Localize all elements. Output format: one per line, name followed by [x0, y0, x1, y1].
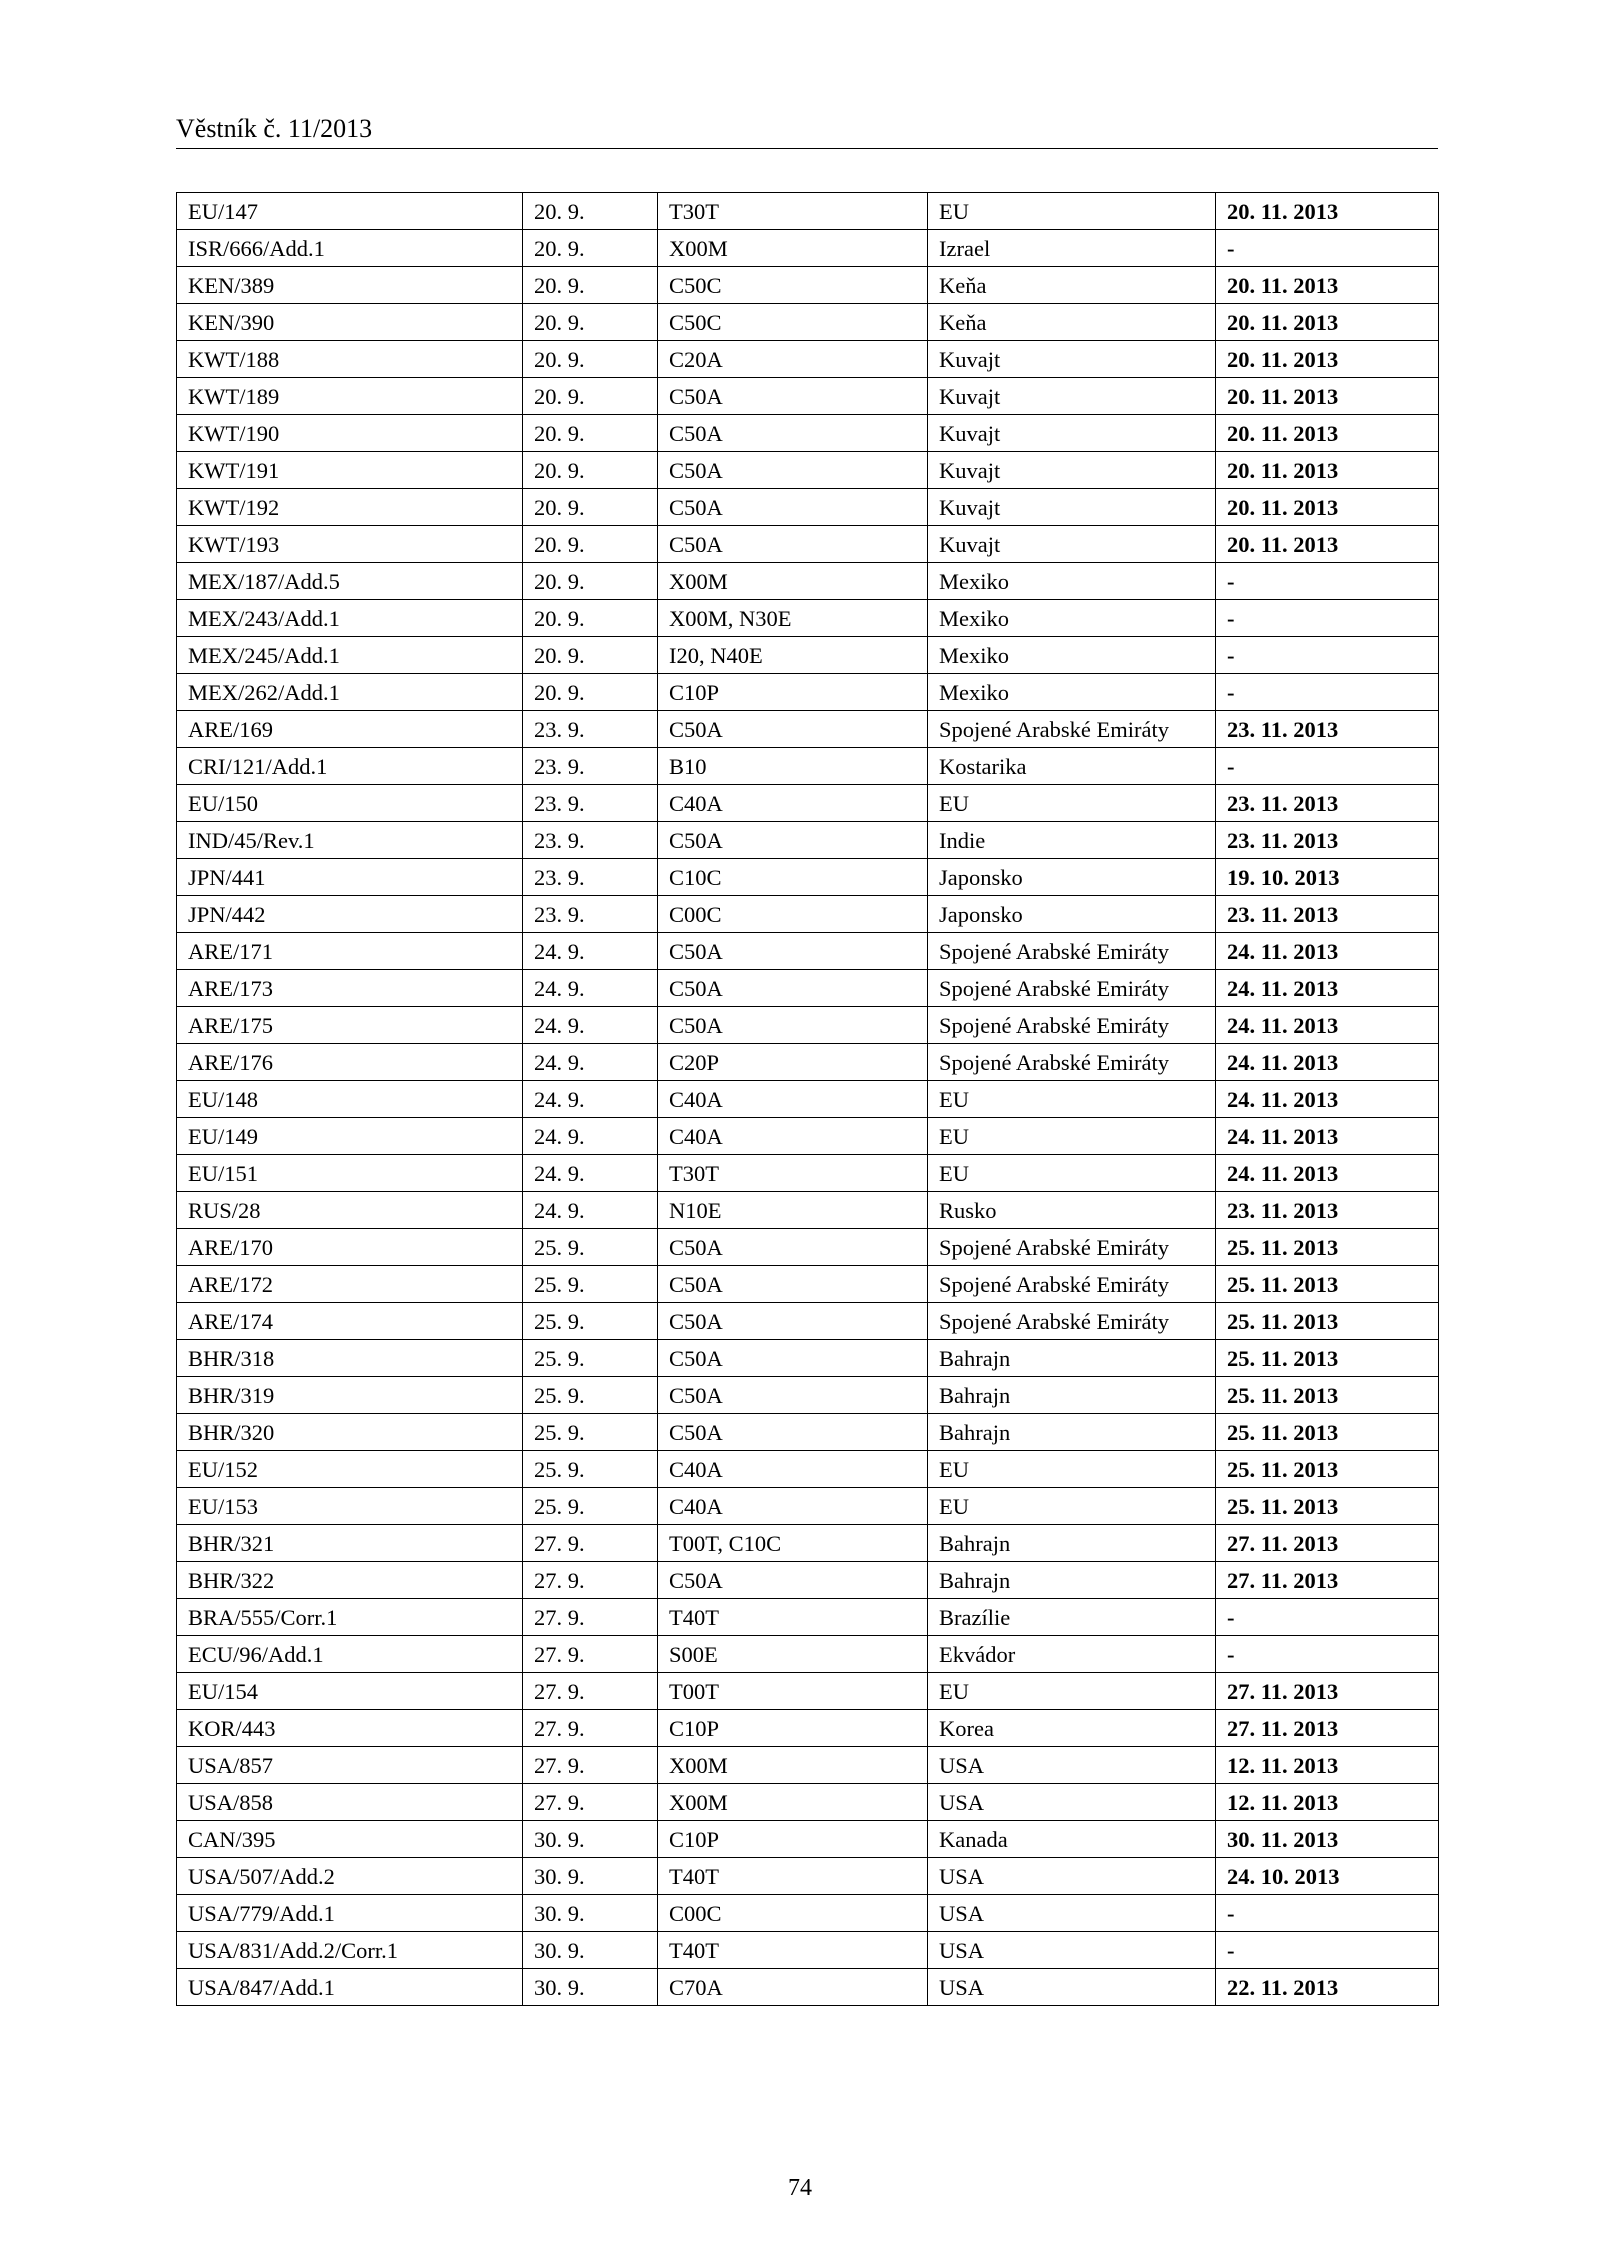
notification-number-cell: EU/148: [177, 1081, 523, 1118]
code-cell: C50A: [658, 1377, 928, 1414]
code-cell: X00M: [658, 1784, 928, 1821]
deadline-cell: 20. 11. 2013: [1216, 415, 1439, 452]
deadline-cell: 24. 10. 2013: [1216, 1858, 1439, 1895]
date-cell: 30. 9.: [523, 1932, 658, 1969]
country-cell: EU: [928, 1673, 1216, 1710]
notification-number-cell: ARE/169: [177, 711, 523, 748]
date-cell: 30. 9.: [523, 1969, 658, 2006]
country-cell: Rusko: [928, 1192, 1216, 1229]
date-cell: 30. 9.: [523, 1858, 658, 1895]
notification-number-cell: EU/152: [177, 1451, 523, 1488]
code-cell: T00T, C10C: [658, 1525, 928, 1562]
notification-number-cell: ARE/171: [177, 933, 523, 970]
table-row: [177, 748, 1439, 785]
notification-number-cell: KWT/192: [177, 489, 523, 526]
date-cell: 20. 9.: [523, 600, 658, 637]
code-cell: C50A: [658, 1266, 928, 1303]
date-cell: 25. 9.: [523, 1414, 658, 1451]
notification-number-cell: USA/831/Add.2/Corr.1: [177, 1932, 523, 1969]
country-cell: Spojené Arabské Emiráty: [928, 711, 1216, 748]
table-row: [177, 711, 1439, 748]
date-cell: 25. 9.: [523, 1303, 658, 1340]
deadline-cell: 19. 10. 2013: [1216, 859, 1439, 896]
table-row: [177, 1044, 1439, 1081]
table-row: [177, 1414, 1439, 1451]
table-row: [177, 822, 1439, 859]
notification-number-cell: EU/154: [177, 1673, 523, 1710]
table-row: [177, 304, 1439, 341]
notification-number-cell: KWT/188: [177, 341, 523, 378]
code-cell: C50A: [658, 415, 928, 452]
table-row: [177, 1673, 1439, 1710]
table-row: [177, 1599, 1439, 1636]
deadline-cell: 25. 11. 2013: [1216, 1303, 1439, 1340]
table-row: [177, 230, 1439, 267]
notification-number-cell: BRA/555/Corr.1: [177, 1599, 523, 1636]
country-cell: Brazílie: [928, 1599, 1216, 1636]
table-row: [177, 1007, 1439, 1044]
country-cell: Japonsko: [928, 859, 1216, 896]
country-cell: USA: [928, 1895, 1216, 1932]
notification-number-cell: KEN/389: [177, 267, 523, 304]
country-cell: Spojené Arabské Emiráty: [928, 1303, 1216, 1340]
notification-number-cell: KWT/190: [177, 415, 523, 452]
date-cell: 23. 9.: [523, 896, 658, 933]
country-cell: Kuvajt: [928, 452, 1216, 489]
code-cell: C40A: [658, 785, 928, 822]
deadline-cell: 25. 11. 2013: [1216, 1488, 1439, 1525]
notifications-table: [176, 192, 1439, 2006]
notification-number-cell: USA/858: [177, 1784, 523, 1821]
date-cell: 20. 9.: [523, 193, 658, 230]
table-row: [177, 859, 1439, 896]
deadline-cell: -: [1216, 637, 1439, 674]
deadline-cell: 25. 11. 2013: [1216, 1229, 1439, 1266]
notification-number-cell: EU/150: [177, 785, 523, 822]
country-cell: Keňa: [928, 304, 1216, 341]
deadline-cell: -: [1216, 1599, 1439, 1636]
date-cell: 30. 9.: [523, 1821, 658, 1858]
deadline-cell: -: [1216, 230, 1439, 267]
deadline-cell: 24. 11. 2013: [1216, 933, 1439, 970]
notification-number-cell: BHR/322: [177, 1562, 523, 1599]
deadline-cell: 25. 11. 2013: [1216, 1451, 1439, 1488]
code-cell: X00M: [658, 563, 928, 600]
deadline-cell: 25. 11. 2013: [1216, 1340, 1439, 1377]
country-cell: USA: [928, 1858, 1216, 1895]
notification-number-cell: CAN/395: [177, 1821, 523, 1858]
table-row: [177, 341, 1439, 378]
country-cell: USA: [928, 1784, 1216, 1821]
date-cell: 20. 9.: [523, 415, 658, 452]
table-row: [177, 1340, 1439, 1377]
code-cell: C50A: [658, 711, 928, 748]
deadline-cell: 24. 11. 2013: [1216, 1155, 1439, 1192]
deadline-cell: 20. 11. 2013: [1216, 304, 1439, 341]
notification-number-cell: JPN/442: [177, 896, 523, 933]
date-cell: 24. 9.: [523, 1007, 658, 1044]
country-cell: USA: [928, 1969, 1216, 2006]
country-cell: EU: [928, 1081, 1216, 1118]
notification-number-cell: BHR/318: [177, 1340, 523, 1377]
deadline-cell: 24. 11. 2013: [1216, 970, 1439, 1007]
deadline-cell: -: [1216, 600, 1439, 637]
country-cell: Mexiko: [928, 600, 1216, 637]
table-row: [177, 1932, 1439, 1969]
country-cell: EU: [928, 193, 1216, 230]
table-row: [177, 1451, 1439, 1488]
date-cell: 20. 9.: [523, 341, 658, 378]
table-row: [177, 970, 1439, 1007]
date-cell: 20. 9.: [523, 230, 658, 267]
notification-number-cell: MEX/187/Add.5: [177, 563, 523, 600]
deadline-cell: 27. 11. 2013: [1216, 1562, 1439, 1599]
date-cell: 25. 9.: [523, 1377, 658, 1414]
date-cell: 27. 9.: [523, 1525, 658, 1562]
country-cell: Mexiko: [928, 563, 1216, 600]
table-row: [177, 1525, 1439, 1562]
table-row: [177, 452, 1439, 489]
notification-number-cell: ARE/175: [177, 1007, 523, 1044]
code-cell: C50A: [658, 1340, 928, 1377]
date-cell: 24. 9.: [523, 1155, 658, 1192]
country-cell: Spojené Arabské Emiráty: [928, 1044, 1216, 1081]
deadline-cell: 12. 11. 2013: [1216, 1747, 1439, 1784]
country-cell: Kostarika: [928, 748, 1216, 785]
country-cell: Spojené Arabské Emiráty: [928, 1266, 1216, 1303]
date-cell: 20. 9.: [523, 267, 658, 304]
deadline-cell: 24. 11. 2013: [1216, 1044, 1439, 1081]
notification-number-cell: MEX/243/Add.1: [177, 600, 523, 637]
code-cell: C50A: [658, 1007, 928, 1044]
date-cell: 24. 9.: [523, 970, 658, 1007]
table-row: [177, 563, 1439, 600]
date-cell: 25. 9.: [523, 1229, 658, 1266]
country-cell: Spojené Arabské Emiráty: [928, 1229, 1216, 1266]
table-row: [177, 526, 1439, 563]
notification-number-cell: IND/45/Rev.1: [177, 822, 523, 859]
code-cell: X00M, N30E: [658, 600, 928, 637]
deadline-cell: 30. 11. 2013: [1216, 1821, 1439, 1858]
deadline-cell: -: [1216, 674, 1439, 711]
date-cell: 27. 9.: [523, 1562, 658, 1599]
country-cell: EU: [928, 1155, 1216, 1192]
code-cell: C50A: [658, 970, 928, 1007]
table-row: [177, 896, 1439, 933]
table-row: [177, 267, 1439, 304]
date-cell: 20. 9.: [523, 563, 658, 600]
code-cell: C10P: [658, 674, 928, 711]
deadline-cell: 23. 11. 2013: [1216, 1192, 1439, 1229]
notification-number-cell: MEX/245/Add.1: [177, 637, 523, 674]
country-cell: Ekvádor: [928, 1636, 1216, 1673]
notification-number-cell: USA/857: [177, 1747, 523, 1784]
deadline-cell: 12. 11. 2013: [1216, 1784, 1439, 1821]
country-cell: Indie: [928, 822, 1216, 859]
country-cell: EU: [928, 1451, 1216, 1488]
notification-number-cell: KWT/193: [177, 526, 523, 563]
table-row: [177, 489, 1439, 526]
deadline-cell: 20. 11. 2013: [1216, 489, 1439, 526]
page-number: 74: [788, 2175, 812, 2201]
code-cell: X00M: [658, 1747, 928, 1784]
country-cell: Spojené Arabské Emiráty: [928, 970, 1216, 1007]
date-cell: 25. 9.: [523, 1451, 658, 1488]
deadline-cell: 25. 11. 2013: [1216, 1414, 1439, 1451]
deadline-cell: 20. 11. 2013: [1216, 378, 1439, 415]
date-cell: 20. 9.: [523, 304, 658, 341]
deadline-cell: 20. 11. 2013: [1216, 526, 1439, 563]
notification-number-cell: ARE/174: [177, 1303, 523, 1340]
notification-number-cell: KOR/443: [177, 1710, 523, 1747]
notification-number-cell: CRI/121/Add.1: [177, 748, 523, 785]
table-row: [177, 1377, 1439, 1414]
code-cell: C50A: [658, 1414, 928, 1451]
country-cell: Spojené Arabské Emiráty: [928, 1007, 1216, 1044]
deadline-cell: -: [1216, 1636, 1439, 1673]
date-cell: 23. 9.: [523, 785, 658, 822]
deadline-cell: 27. 11. 2013: [1216, 1525, 1439, 1562]
code-cell: S00E: [658, 1636, 928, 1673]
code-cell: C50A: [658, 1229, 928, 1266]
deadline-cell: 24. 11. 2013: [1216, 1118, 1439, 1155]
deadline-cell: 25. 11. 2013: [1216, 1266, 1439, 1303]
country-cell: Bahrajn: [928, 1414, 1216, 1451]
date-cell: 20. 9.: [523, 452, 658, 489]
date-cell: 27. 9.: [523, 1747, 658, 1784]
code-cell: T40T: [658, 1858, 928, 1895]
notification-number-cell: KWT/189: [177, 378, 523, 415]
notification-number-cell: BHR/319: [177, 1377, 523, 1414]
code-cell: C20P: [658, 1044, 928, 1081]
date-cell: 20. 9.: [523, 489, 658, 526]
deadline-cell: 24. 11. 2013: [1216, 1007, 1439, 1044]
date-cell: 24. 9.: [523, 1081, 658, 1118]
date-cell: 24. 9.: [523, 1044, 658, 1081]
table-row: [177, 1969, 1439, 2006]
notification-number-cell: ARE/170: [177, 1229, 523, 1266]
notification-number-cell: USA/779/Add.1: [177, 1895, 523, 1932]
code-cell: C50A: [658, 1562, 928, 1599]
page-header: [176, 113, 1438, 149]
deadline-cell: 27. 11. 2013: [1216, 1673, 1439, 1710]
country-cell: Japonsko: [928, 896, 1216, 933]
code-cell: C10C: [658, 859, 928, 896]
deadline-cell: -: [1216, 1932, 1439, 1969]
deadline-cell: 23. 11. 2013: [1216, 896, 1439, 933]
table-row: [177, 193, 1439, 230]
code-cell: C40A: [658, 1451, 928, 1488]
table-body: [177, 193, 1439, 2006]
date-cell: 23. 9.: [523, 711, 658, 748]
date-cell: 25. 9.: [523, 1340, 658, 1377]
date-cell: 27. 9.: [523, 1710, 658, 1747]
code-cell: T40T: [658, 1599, 928, 1636]
date-cell: 23. 9.: [523, 822, 658, 859]
code-cell: C50A: [658, 489, 928, 526]
date-cell: 20. 9.: [523, 674, 658, 711]
country-cell: Bahrajn: [928, 1525, 1216, 1562]
date-cell: 20. 9.: [523, 637, 658, 674]
date-cell: 30. 9.: [523, 1895, 658, 1932]
country-cell: Kanada: [928, 1821, 1216, 1858]
table-row: [177, 1858, 1439, 1895]
deadline-cell: 25. 11. 2013: [1216, 1377, 1439, 1414]
code-cell: C00C: [658, 1895, 928, 1932]
code-cell: C50C: [658, 304, 928, 341]
country-cell: Kuvajt: [928, 526, 1216, 563]
notification-number-cell: ARE/173: [177, 970, 523, 1007]
code-cell: N10E: [658, 1192, 928, 1229]
country-cell: Bahrajn: [928, 1562, 1216, 1599]
code-cell: X00M: [658, 230, 928, 267]
notification-number-cell: JPN/441: [177, 859, 523, 896]
country-cell: Bahrajn: [928, 1377, 1216, 1414]
notification-number-cell: KEN/390: [177, 304, 523, 341]
notification-number-cell: ARE/176: [177, 1044, 523, 1081]
country-cell: Mexiko: [928, 637, 1216, 674]
date-cell: 23. 9.: [523, 859, 658, 896]
date-cell: 27. 9.: [523, 1636, 658, 1673]
notification-number-cell: ISR/666/Add.1: [177, 230, 523, 267]
country-cell: Kuvajt: [928, 415, 1216, 452]
table-row: [177, 1192, 1439, 1229]
code-cell: T00T: [658, 1673, 928, 1710]
table-row: [177, 1266, 1439, 1303]
notification-number-cell: RUS/28: [177, 1192, 523, 1229]
deadline-cell: 20. 11. 2013: [1216, 452, 1439, 489]
table-row: [177, 637, 1439, 674]
deadline-cell: -: [1216, 563, 1439, 600]
deadline-cell: -: [1216, 748, 1439, 785]
table-row: [177, 1562, 1439, 1599]
country-cell: Izrael: [928, 230, 1216, 267]
code-cell: C10P: [658, 1710, 928, 1747]
table-row: [177, 1747, 1439, 1784]
deadline-cell: -: [1216, 1895, 1439, 1932]
country-cell: Bahrajn: [928, 1340, 1216, 1377]
country-cell: Kuvajt: [928, 378, 1216, 415]
deadline-cell: 23. 11. 2013: [1216, 711, 1439, 748]
notification-number-cell: BHR/320: [177, 1414, 523, 1451]
notification-number-cell: ECU/96/Add.1: [177, 1636, 523, 1673]
deadline-cell: 20. 11. 2013: [1216, 193, 1439, 230]
country-cell: EU: [928, 785, 1216, 822]
table-row: [177, 1118, 1439, 1155]
notification-number-cell: USA/507/Add.2: [177, 1858, 523, 1895]
table-row: [177, 415, 1439, 452]
table-row: [177, 1784, 1439, 1821]
code-cell: T40T: [658, 1932, 928, 1969]
code-cell: C50C: [658, 267, 928, 304]
code-cell: C50A: [658, 822, 928, 859]
code-cell: C20A: [658, 341, 928, 378]
table-row: [177, 785, 1439, 822]
code-cell: C40A: [658, 1118, 928, 1155]
deadline-cell: 27. 11. 2013: [1216, 1710, 1439, 1747]
notification-number-cell: EU/153: [177, 1488, 523, 1525]
code-cell: C40A: [658, 1081, 928, 1118]
notification-number-cell: MEX/262/Add.1: [177, 674, 523, 711]
country-cell: Kuvajt: [928, 489, 1216, 526]
table-row: [177, 1155, 1439, 1192]
deadline-cell: 20. 11. 2013: [1216, 341, 1439, 378]
code-cell: C40A: [658, 1488, 928, 1525]
notification-number-cell: BHR/321: [177, 1525, 523, 1562]
code-cell: C00C: [658, 896, 928, 933]
date-cell: 27. 9.: [523, 1784, 658, 1821]
code-cell: T30T: [658, 1155, 928, 1192]
date-cell: 23. 9.: [523, 748, 658, 785]
table-row: [177, 1303, 1439, 1340]
date-cell: 27. 9.: [523, 1673, 658, 1710]
code-cell: T30T: [658, 193, 928, 230]
date-cell: 25. 9.: [523, 1488, 658, 1525]
notification-number-cell: USA/847/Add.1: [177, 1969, 523, 2006]
country-cell: Keňa: [928, 267, 1216, 304]
code-cell: I20, N40E: [658, 637, 928, 674]
table-row: [177, 1081, 1439, 1118]
notification-number-cell: EU/149: [177, 1118, 523, 1155]
table-row: [177, 1710, 1439, 1747]
country-cell: EU: [928, 1118, 1216, 1155]
country-cell: EU: [928, 1488, 1216, 1525]
table-row: [177, 600, 1439, 637]
code-cell: C50A: [658, 452, 928, 489]
country-cell: USA: [928, 1932, 1216, 1969]
country-cell: Mexiko: [928, 674, 1216, 711]
date-cell: 27. 9.: [523, 1599, 658, 1636]
notification-number-cell: KWT/191: [177, 452, 523, 489]
journal-title: Věstník č. 11/2013: [176, 114, 373, 143]
code-cell: B10: [658, 748, 928, 785]
date-cell: 24. 9.: [523, 1118, 658, 1155]
deadline-cell: 24. 11. 2013: [1216, 1081, 1439, 1118]
country-cell: Spojené Arabské Emiráty: [928, 933, 1216, 970]
table-row: [177, 933, 1439, 970]
country-cell: Korea: [928, 1710, 1216, 1747]
code-cell: C70A: [658, 1969, 928, 2006]
deadline-cell: 23. 11. 2013: [1216, 785, 1439, 822]
table-row: [177, 1636, 1439, 1673]
date-cell: 24. 9.: [523, 1192, 658, 1229]
date-cell: 20. 9.: [523, 378, 658, 415]
table-row: [177, 1229, 1439, 1266]
code-cell: C50A: [658, 378, 928, 415]
table-row: [177, 378, 1439, 415]
date-cell: 20. 9.: [523, 526, 658, 563]
notification-number-cell: ARE/172: [177, 1266, 523, 1303]
table-row: [177, 674, 1439, 711]
notification-number-cell: EU/147: [177, 193, 523, 230]
code-cell: C50A: [658, 933, 928, 970]
date-cell: 25. 9.: [523, 1266, 658, 1303]
country-cell: USA: [928, 1747, 1216, 1784]
code-cell: C10P: [658, 1821, 928, 1858]
deadline-cell: 20. 11. 2013: [1216, 267, 1439, 304]
code-cell: C50A: [658, 1303, 928, 1340]
country-cell: Kuvajt: [928, 341, 1216, 378]
date-cell: 24. 9.: [523, 933, 658, 970]
deadline-cell: 23. 11. 2013: [1216, 822, 1439, 859]
deadline-cell: 22. 11. 2013: [1216, 1969, 1439, 2006]
table-row: [177, 1488, 1439, 1525]
table-row: [177, 1895, 1439, 1932]
code-cell: C50A: [658, 526, 928, 563]
notification-number-cell: EU/151: [177, 1155, 523, 1192]
table-row: [177, 1821, 1439, 1858]
